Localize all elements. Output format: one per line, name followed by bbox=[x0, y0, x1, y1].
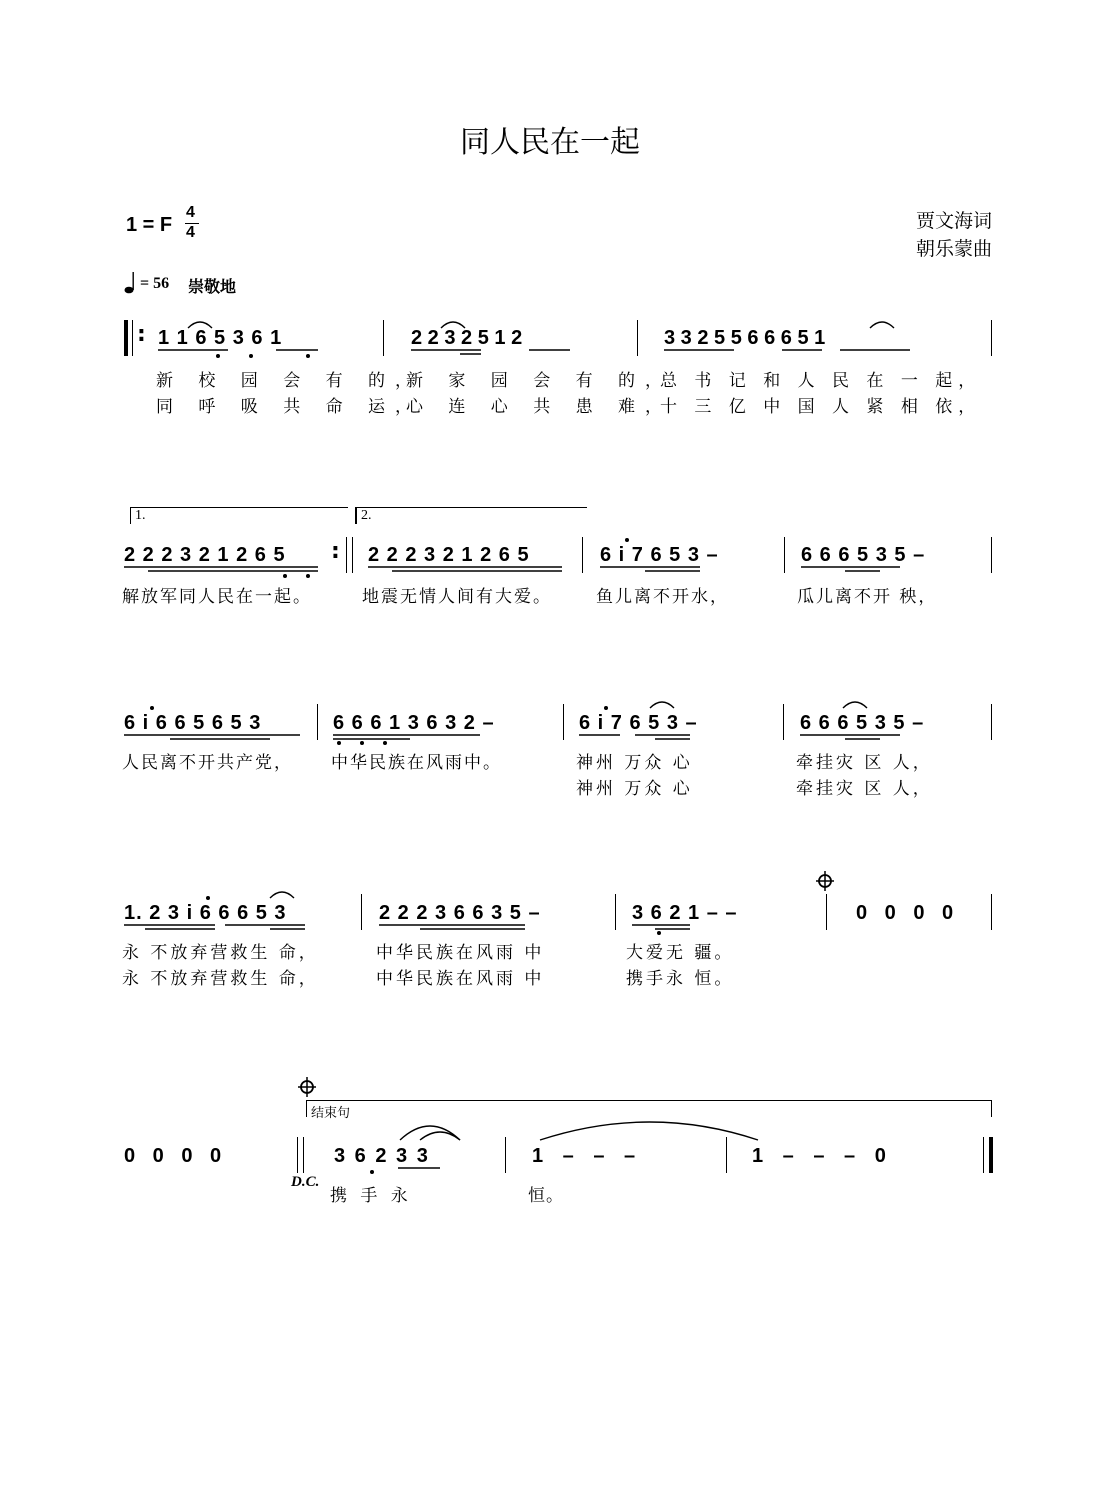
coda-ending-label: 结束句 bbox=[311, 1106, 351, 1121]
volta-1-label: 1. bbox=[135, 508, 146, 523]
barline bbox=[826, 894, 827, 930]
repeat-end-dots: : bbox=[331, 539, 340, 564]
measure-17-notes: 3 6 2 3 3 bbox=[334, 1145, 430, 1167]
volta-first-ending bbox=[130, 507, 348, 524]
lyric-line-1: 携 手 永 bbox=[330, 1186, 412, 1206]
measure-15-notes: 0 0 0 0 bbox=[856, 902, 954, 924]
lyric-line-1: 解放军同人民在一起。 bbox=[122, 587, 312, 607]
coda-icon bbox=[815, 870, 835, 892]
dc-marking: D.C. bbox=[291, 1174, 320, 1190]
lyric-line-1: 恒。 bbox=[528, 1186, 564, 1206]
lyric-line-2: 携手永 恒。 bbox=[626, 969, 735, 989]
lyric-line-2: 心 连 心 共 患 难， bbox=[406, 397, 673, 417]
measure-5-notes: 2 2 2 3 2 1 2 6 5 bbox=[368, 544, 530, 566]
barline bbox=[361, 894, 362, 930]
barline bbox=[615, 894, 616, 930]
barline bbox=[784, 537, 785, 573]
coda-icon bbox=[297, 1076, 317, 1098]
measure-4-notes: 2 2 2 3 2 1 2 6 5 bbox=[124, 544, 286, 566]
barline bbox=[317, 704, 318, 740]
measure-18-notes: 1 – – – bbox=[532, 1145, 636, 1167]
composer-credit: 朝乐蒙曲 bbox=[915, 238, 992, 260]
measure-14-notes: 3 6 2 1 – – bbox=[632, 902, 738, 924]
lyric-line-1: 牵挂灾 区 人， bbox=[796, 753, 933, 773]
measure-16-notes: 0 0 0 0 bbox=[124, 1145, 222, 1167]
volta-2-label: 2. bbox=[361, 508, 372, 523]
measure-9-notes: 6 6 6 1 3 6 3 2 – bbox=[333, 712, 495, 734]
barline bbox=[991, 320, 992, 356]
barline bbox=[637, 320, 638, 356]
measure-11-notes: 6 6 6 5 3 5 – bbox=[800, 712, 925, 734]
barline bbox=[991, 894, 992, 930]
time-signature-top: 4 bbox=[186, 204, 195, 221]
barline bbox=[726, 1137, 727, 1173]
final-barline-thin bbox=[983, 1137, 984, 1173]
key-signature: 1 = F bbox=[126, 214, 173, 236]
lyric-line-1: 神州 万众 心 bbox=[576, 753, 693, 773]
double-barline bbox=[352, 537, 353, 573]
time-signature-bottom: 4 bbox=[186, 224, 195, 241]
lyric-line-1: 永 不放弃营救生 命， bbox=[122, 943, 319, 963]
song-title: 同人民在一起 bbox=[460, 125, 640, 160]
lyric-line-2: 永 不放弃营救生 命， bbox=[122, 969, 319, 989]
measure-8-notes: 6 i 6 6 5 6 5 3 bbox=[124, 712, 262, 734]
lyric-line-2: 中华民族在风雨 中 bbox=[376, 969, 545, 989]
measure-3-notes: 3 3 2 5 5 6 6 6 5 1 bbox=[664, 327, 826, 349]
repeat-start-dots: : bbox=[137, 322, 146, 347]
measure-19-notes: 1 – – – 0 bbox=[752, 1145, 886, 1167]
final-barline-thick bbox=[989, 1137, 993, 1173]
barline bbox=[383, 320, 384, 356]
barline bbox=[505, 1137, 506, 1173]
coda-ending-bracket bbox=[306, 1100, 992, 1121]
measure-10-notes: 6 i 7 6 5 3 – bbox=[579, 712, 698, 734]
lyric-line-2: 十 三 亿 中 国 人 紧 相 依， bbox=[660, 397, 982, 417]
measure-7-notes: 6 6 6 5 3 5 – bbox=[801, 544, 926, 566]
barline bbox=[991, 537, 992, 573]
repeat-start-thin-bar bbox=[132, 320, 133, 356]
volta-second-ending bbox=[355, 507, 587, 524]
double-barline bbox=[297, 1137, 298, 1173]
lyric-line-1: 总 书 记 和 人 民 在 一 起， bbox=[660, 371, 982, 391]
tempo-expression: 崇敬地 bbox=[188, 277, 237, 296]
lyricist-credit: 贾文海词 bbox=[915, 210, 992, 232]
lyric-line-1: 鱼儿离不开水， bbox=[596, 587, 729, 607]
measure-6-notes: 6 i 7 6 5 3 – bbox=[600, 544, 719, 566]
measure-13-notes: 2 2 2 3 6 6 3 5 – bbox=[379, 902, 541, 924]
barline bbox=[582, 537, 583, 573]
lyric-line-2: 神州 万众 心 bbox=[576, 779, 693, 799]
lyric-line-1: 大爱无 疆。 bbox=[626, 943, 735, 963]
lyric-line-1: 人民离不开共产党， bbox=[122, 753, 293, 773]
measure-1-notes: 1 1 6 5 3 6 1 bbox=[158, 327, 282, 349]
repeat-end-thin-bar bbox=[346, 537, 347, 573]
quarter-note-icon bbox=[124, 270, 136, 296]
barline bbox=[991, 704, 992, 740]
lyric-line-1: 新 家 园 会 有 的， bbox=[406, 371, 673, 391]
double-barline bbox=[303, 1137, 304, 1173]
lyric-line-2: 同 呼 吸 共 命 运， bbox=[156, 397, 423, 417]
tempo-marking: = 56 bbox=[140, 275, 170, 292]
lyric-line-1: 中华民族在风雨中。 bbox=[331, 753, 502, 773]
barline bbox=[563, 704, 564, 740]
measure-12-notes: 1. 2 3 i 6 6 6 5 3 bbox=[124, 902, 287, 924]
lyric-line-1: 新 校 园 会 有 的， bbox=[156, 371, 423, 391]
lyric-line-1: 瓜儿离不开 秧， bbox=[797, 587, 938, 607]
barline bbox=[783, 704, 784, 740]
lyric-line-1: 地震无情人间有大爱。 bbox=[362, 587, 552, 607]
lyric-line-2: 牵挂灾 区 人， bbox=[796, 779, 933, 799]
repeat-start-thick-bar bbox=[124, 320, 128, 356]
measure-2-notes: 2 2 3 2 5 1 2 bbox=[411, 327, 523, 349]
lyric-line-1: 中华民族在风雨 中 bbox=[376, 943, 545, 963]
